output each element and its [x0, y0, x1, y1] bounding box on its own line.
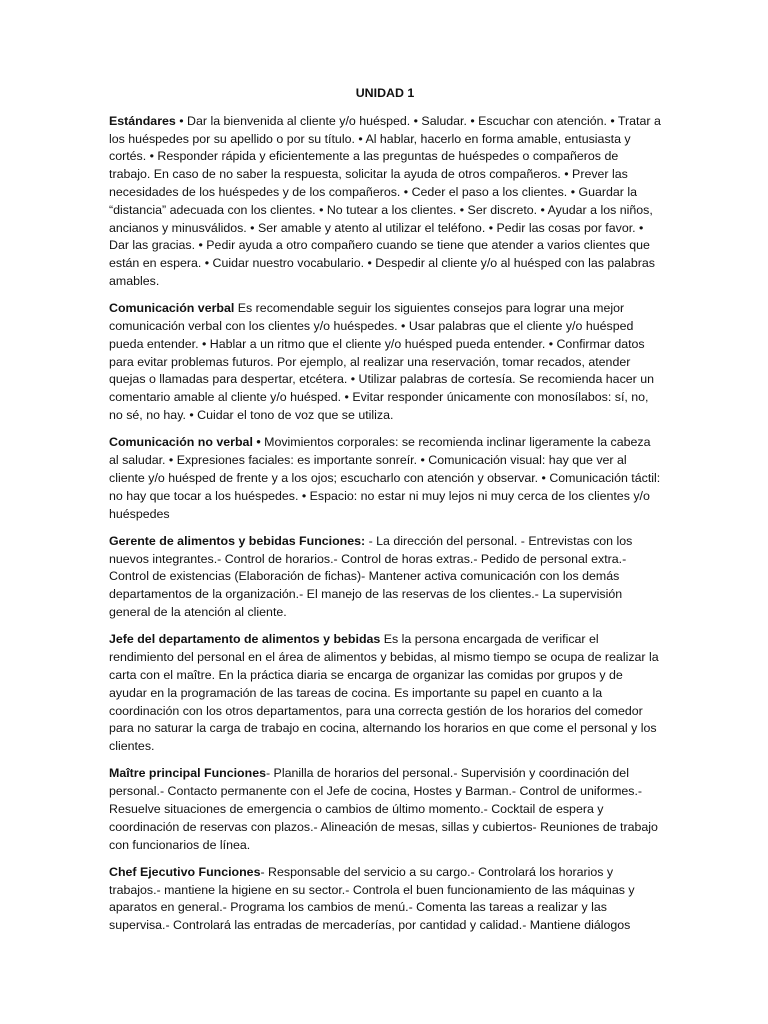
section-body: • Dar la bienvenida al cliente y/o huésped. • Saludar. • Escuchar con atención. • Tratar a los huéspedes por su apellido o por su título. • Al hablar, hacerlo en forma amable, entusiasta y cortés. • Responder rápida y eficientemente a las preguntas de huéspedes o compañeros de trabajo. En caso de no saber la respuesta, solicitar la ayuda de otros compañeros. • Prever las necesidades de los huéspedes y de los compañeros. • Ceder el paso a los clientes. • Guardar la “distancia” adecuada con los clientes. • No tutear a los clientes. • Ser discreto. • Ayudar a los niños, ancianos y minusválidos. • Ser amable y atento al utilizar el teléfono. • Pedir las cosas por favor. • Dar las gracias. • Pedir ayuda a otro compañero cuando se tiene que atender a varios clientes que están en espera. • Cuidar nuestro vocabulario. • Despedir al cliente y/o al huésped con las palabras amables.: [109, 113, 661, 288]
section-comunicacion-no-verbal: [109, 434, 661, 523]
section-heading: Gerente de alimentos y bebidas Funciones:: [109, 533, 366, 548]
section-maitre-principal: [109, 765, 661, 854]
section-heading: Chef Ejecutivo Funciones: [109, 864, 261, 879]
section-estandares: [109, 113, 661, 291]
section-comunicacion-verbal: [109, 300, 661, 425]
section-gerente-alimentos-bebidas: [109, 533, 661, 622]
document-page: [109, 85, 661, 945]
document-title: UNIDAD 1: [355, 86, 415, 100]
section-heading: Jefe del departamento de alimentos y bebidas: [109, 632, 381, 647]
section-heading: Comunicación verbal: [109, 301, 235, 316]
section-heading: Estándares: [109, 113, 176, 128]
section-body: Es la persona encargada de verificar el rendimiento del personal en el área de alimentos y bebidas, al mismo tiempo se ocupa de realizar la carta con el maître. En la práctica diaria se encarga de organizar las comidas por grupos y de ayudar en la programación de las tareas de cocina. Es importante su papel en cuanto a la coordinación con los otros departamentos, para una correcta gestión de los horarios del comedor para no saturar la carga de trabajo en cocina, alternando los horarios en que come el personal y los clientes.: [109, 632, 659, 754]
section-heading: Maître principal Funciones: [109, 766, 266, 781]
section-body: - Responsable del servicio a su cargo.- Controlará los horarios y trabajos.- mantiene la higiene en su sector.- Controla el buen funcionamiento de las máquinas y aparatos en general.- Programa los cambios de menú.- Comenta las tareas a realizar y las supervisa.- Controlará las entradas de mercaderías, por cantidad y calidad.- Mantiene diálogos: [109, 864, 635, 933]
section-heading: Comunicación no verbal •: [109, 435, 261, 450]
section-body: - Planilla de horarios del personal.- Supervisión y coordinación del personal.- Contacto permanente con el Jefe de cocina, Hostes y Barman.- Control de uniformes.- Resuelve situaciones de emergencia o cambios de último momento.- Cocktail de espera y coordinación de reservas con plazos.- Alineación de mesas, sillas y cubiertos- Reuniones de trabajo con funcionarios de línea.: [109, 766, 658, 852]
section-jefe-departamento: [109, 631, 661, 756]
section-chef-ejecutivo: [109, 864, 661, 935]
section-body: Movimientos corporales: se recomienda inclinar ligeramente la cabeza al saludar. • Expresiones faciales: es importante sonreír. • Comunicación visual: hay que ver al cliente y/o huésped de frente y a los ojos; escucharlo con atención y observar. • Comunicación táctil: no hay que tocar a los huéspedes. • Espacio: no estar ni muy lejos ni muy cerca de los clientes y/o huéspedes: [109, 435, 661, 521]
section-body: Es recomendable seguir los siguientes consejos para lograr una mejor comunicación verbal con los clientes y/o huéspedes. • Usar palabras que el cliente y/o huésped pueda entender. • Hablar a un ritmo que el cliente y/o huésped pueda entender. • Confirmar datos para evitar problemas futuros. Por ejemplo, al realizar una reservación, tomar recados, atender quejas o llamadas para despertar, etcétera. • Utilizar palabras de cortesía. Se recomienda hacer un comentario amable al cliente y/o huésped. • Evitar responder únicamente con monosílabos: sí, no, no sé, no hay. • Cuidar el tono de voz que se utiliza.: [109, 301, 655, 423]
section-body: - La dirección del personal. - Entrevistas con los nuevos integrantes.- Control de horarios.- Control de horas extras.- Pedido de personal extra.- Control de existencias (Elaboración de fichas)- Mantener activa comunicación con los demás departamentos de la organización.- El manejo de las reservas de los clientes.- La supervisión general de la atención al cliente.: [109, 533, 633, 620]
